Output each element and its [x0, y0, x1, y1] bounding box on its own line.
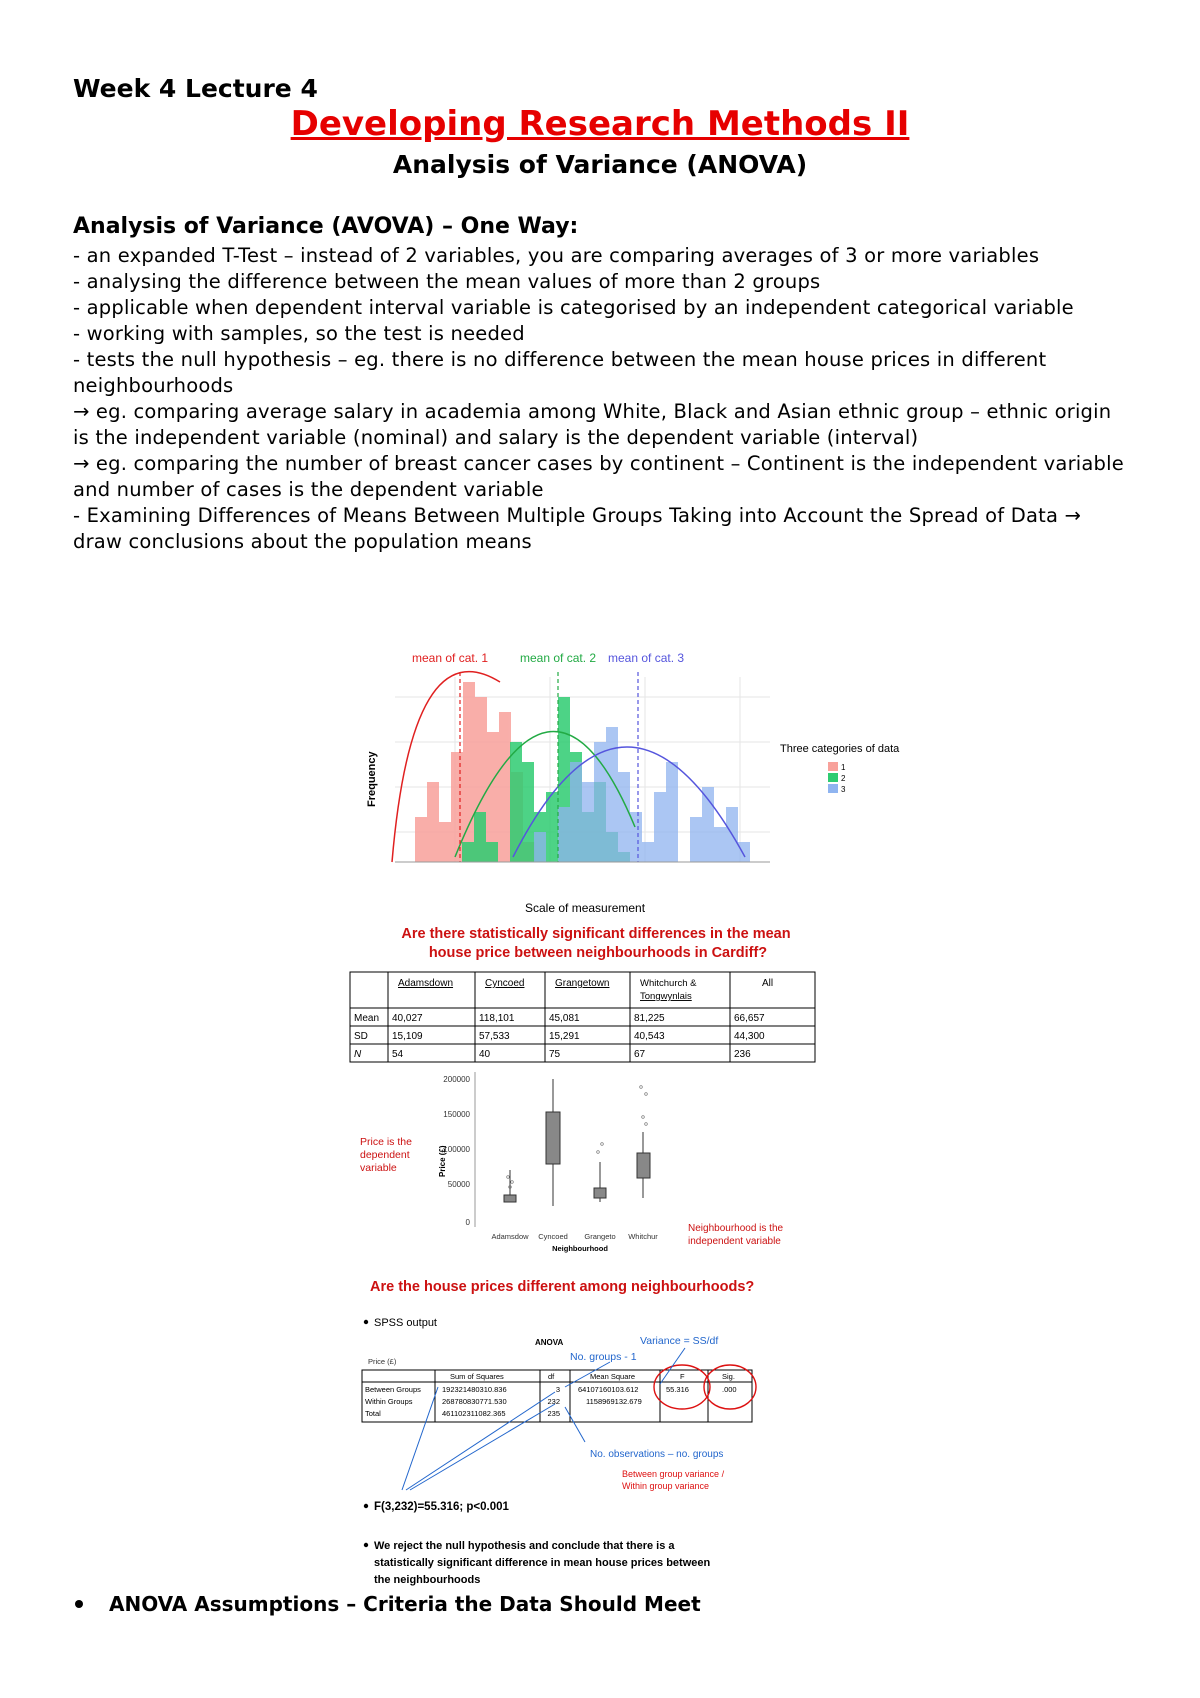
histogram — [366, 651, 900, 915]
annotation-ratio-line: Within group variance — [622, 1481, 710, 1491]
table-cell: 236 — [734, 1049, 751, 1060]
page-title: Developing Research Methods II — [290, 104, 910, 144]
boxplot-y-ticks — [443, 1075, 470, 1227]
outlier-point — [645, 1123, 648, 1126]
mean-label-cat3: mean of cat. 3 — [608, 651, 685, 665]
table-cell: 54 — [392, 1049, 404, 1060]
anova-question: Are the house prices different among neighbourhoods? — [370, 1279, 755, 1295]
bar-cat1 — [415, 817, 427, 862]
bar-cat3 — [594, 742, 606, 862]
dependent-note-line: Price is the — [360, 1136, 412, 1148]
bar-cat2 — [474, 812, 486, 862]
bar-cat3 — [714, 827, 726, 862]
annotation-groups: No. groups - 1 — [570, 1351, 637, 1363]
x-tick: Grangeto — [584, 1232, 616, 1241]
table-cell: 67 — [634, 1049, 646, 1060]
boxplot — [360, 1072, 786, 1253]
bar-cat3 — [738, 842, 750, 862]
table-cell: 81,225 — [634, 1013, 665, 1024]
body-line: - Examining Differences of Means Between Multiple Groups Taking into Account the Spread of Data → draw conclusions about the population means — [73, 504, 1082, 553]
table-cell: 15,291 — [549, 1031, 580, 1042]
anova-cell: 3 — [555, 1385, 560, 1394]
bar-cat3 — [570, 762, 582, 862]
cardiff-question-line: Are there statistically significant differences in the mean — [401, 926, 791, 942]
outlier-point — [507, 1176, 510, 1179]
body-line: - working with samples, so the test is needed — [73, 322, 525, 345]
anova-row-label: Total — [365, 1409, 381, 1418]
box-cyncoed — [546, 1112, 560, 1164]
col-header: Adamsdown — [398, 978, 454, 989]
arrow-obs — [565, 1407, 585, 1442]
page-subtitle: Analysis of Variance (ANOVA) — [392, 150, 808, 179]
anova-cell: 64107160103.612 — [578, 1385, 639, 1394]
col-header: Grangetown — [555, 978, 610, 989]
y-axis-label: Frequency — [366, 751, 378, 807]
table-cell: 40 — [479, 1049, 491, 1060]
x-tick: Cyncoed — [538, 1232, 568, 1241]
bar-cat3 — [666, 762, 678, 862]
col-header: Cyncoed — [485, 978, 525, 989]
boxplot-y-label: Price (£) — [438, 1145, 447, 1177]
table-cell: 40,543 — [634, 1031, 665, 1042]
mean-label-cat1: mean of cat. 1 — [412, 651, 489, 665]
body-line: - applicable when dependent interval variable is categorised by an independent categorical variable — [73, 296, 1074, 319]
bar-cat2 — [462, 842, 474, 862]
bar-cat1 — [427, 782, 439, 862]
result-line: F(3,232)=55.316; p<0.001 — [374, 1501, 509, 1513]
section-body — [73, 243, 1133, 555]
anova-cell: 235 — [547, 1409, 560, 1418]
anova-col-header: df — [548, 1372, 555, 1381]
y-tick: 100000 — [443, 1145, 470, 1154]
boxplot-x-ticks — [491, 1232, 658, 1241]
outlier-point — [597, 1151, 600, 1154]
independent-note — [688, 1223, 786, 1247]
independent-note-line: independent variable — [688, 1236, 781, 1247]
y-tick: 0 — [465, 1218, 470, 1227]
mean-label-cat2: mean of cat. 2 — [520, 651, 597, 665]
row-label: Mean — [354, 1013, 380, 1024]
x-tick: Adamsdow — [491, 1232, 529, 1241]
annotation-obs: No. observations – no. groups — [590, 1449, 724, 1460]
box-adamsdown — [504, 1195, 516, 1202]
body-line: → eg. comparing average salary in academia among White, Black and Asian ethnic group – ethnic origin is the independent variable (nominal) and salary is the dependent variable (interval) — [73, 400, 1112, 449]
lecture-figure — [350, 642, 900, 1602]
col-header-line: Tongwynlais — [640, 991, 692, 1002]
bar-cat1 — [499, 712, 511, 862]
anova-table-title: ANOVA — [535, 1338, 564, 1347]
table-cell: 45,081 — [549, 1013, 580, 1024]
conclusion-line: the neighbourhoods — [374, 1574, 481, 1586]
legend-title: Three categories of data — [780, 743, 900, 755]
legend-swatch-cat1 — [828, 762, 838, 771]
bar-cat3 — [534, 832, 546, 862]
table-cell: 118,101 — [479, 1013, 515, 1024]
dependent-note — [360, 1136, 415, 1174]
anova-cell: 232 — [547, 1397, 560, 1406]
figure-svg — [350, 642, 900, 1602]
dependent-note-line: dependent — [360, 1149, 410, 1161]
y-tick: 200000 — [443, 1075, 470, 1084]
anova-cell: .000 — [722, 1385, 737, 1394]
y-tick: 50000 — [447, 1180, 470, 1189]
table-cell: 15,109 — [392, 1031, 423, 1042]
cardiff-table-text — [354, 978, 773, 1060]
bar-cat2 — [522, 762, 534, 862]
cardiff-panel — [350, 926, 815, 1062]
col-header: All — [762, 978, 774, 989]
x-tick: Whitchur — [628, 1232, 658, 1241]
legend-label-cat1: 1 — [841, 763, 846, 772]
table-cell: 40,027 — [392, 1013, 423, 1024]
bar-cat1 — [451, 752, 463, 862]
dv-label: Price (£) — [368, 1357, 397, 1366]
outlier-point — [640, 1086, 643, 1089]
table-cell: 75 — [549, 1049, 561, 1060]
box-grangetown — [594, 1188, 606, 1198]
arrow-result-2 — [406, 1392, 555, 1490]
bar-cat3 — [558, 807, 570, 862]
bar-cat3 — [582, 782, 594, 862]
legend-swatch-cat2 — [828, 773, 838, 782]
anova-assumptions-label: ANOVA Assumptions – Criteria the Data Should Meet — [109, 1592, 701, 1616]
legend-label-cat3: 3 — [841, 785, 846, 794]
bar-cat3 — [654, 792, 666, 862]
week-heading: Week 4 Lecture 4 — [73, 74, 318, 103]
anova-assumptions-item — [73, 1592, 701, 1616]
annotation-ratio-line: Between group variance / — [622, 1469, 725, 1479]
row-label: SD — [354, 1031, 368, 1042]
anova-col-header: Mean Square — [590, 1372, 636, 1381]
bullet — [364, 1504, 368, 1508]
anova-row-label: Between Groups — [365, 1385, 421, 1394]
anova-col-header: Sum of Squares — [450, 1372, 504, 1381]
table-cell: 57,533 — [479, 1031, 510, 1042]
bar-cat3 — [618, 772, 630, 862]
bullet — [364, 1543, 368, 1547]
outlier-point — [642, 1116, 645, 1119]
table-cell: 66,657 — [734, 1013, 765, 1024]
anova-cell: 192321480310.836 — [442, 1385, 507, 1394]
anova-cell: 55.316 — [666, 1385, 689, 1394]
anova-cell: 268780830771.530 — [442, 1397, 507, 1406]
annotation-variance: Variance = SS/df — [640, 1335, 719, 1347]
outlier-point — [511, 1181, 514, 1184]
boxplot-x-label: Neighbourhood — [552, 1244, 608, 1253]
bar-cat1 — [439, 822, 451, 862]
body-line: - tests the null hypothesis – eg. there is no difference between the mean house prices in different neighbourhoods — [73, 348, 1047, 397]
y-tick: 150000 — [443, 1110, 470, 1119]
body-line: → eg. comparing the number of breast cancer cases by continent – Continent is the independent variable and number of cases is the dependent variable — [73, 452, 1124, 501]
bar-cat3 — [642, 842, 654, 862]
body-line: - analysing the difference between the mean values of more than 2 groups — [73, 270, 821, 293]
independent-note-line: Neighbourhood is the — [688, 1223, 784, 1234]
anova-col-header: Sig. — [722, 1372, 735, 1381]
bullet — [364, 1320, 368, 1324]
anova-panel — [362, 1279, 756, 1586]
outlier-point — [601, 1143, 604, 1146]
spss-label: SPSS output — [374, 1317, 437, 1329]
conclusion-line: statistically significant difference in mean house prices between — [374, 1557, 711, 1569]
bar-cat2 — [546, 792, 558, 862]
conclusion — [374, 1540, 713, 1586]
boxes — [504, 1079, 650, 1206]
dependent-note-line: variable — [360, 1162, 397, 1174]
col-header — [640, 978, 699, 1002]
anova-row-label: Within Groups — [365, 1397, 413, 1406]
annotation-ratio — [622, 1469, 727, 1491]
bullet — [75, 1600, 83, 1608]
conclusion-line: We reject the null hypothesis and conclude that there is a — [374, 1540, 675, 1552]
anova-cell: 461102311082.365 — [442, 1409, 506, 1418]
bar-cat3 — [690, 817, 702, 862]
legend-swatch-cat3 — [828, 784, 838, 793]
cardiff-question-line: house price between neighbourhoods in Cardiff? — [428, 945, 768, 961]
x-axis-label: Scale of measurement — [525, 901, 646, 915]
legend-label-cat2: 2 — [841, 774, 846, 783]
box-whitchurch — [637, 1153, 650, 1178]
bar-cat2 — [486, 842, 498, 862]
section-heading: Analysis of Variance (AVOVA) – One Way: — [73, 214, 579, 239]
table-cell: 44,300 — [734, 1031, 765, 1042]
anova-col-header: F — [680, 1372, 685, 1381]
cardiff-question — [401, 926, 794, 961]
row-label: N — [354, 1049, 362, 1060]
body-line: - an expanded T-Test – instead of 2 variables, you are comparing averages of 3 or more variables — [73, 244, 1040, 267]
col-header-line: Whitchurch & — [640, 978, 697, 989]
anova-cell: 1158969132.679 — [586, 1397, 642, 1406]
outliers — [507, 1086, 648, 1189]
outlier-point — [645, 1093, 648, 1096]
